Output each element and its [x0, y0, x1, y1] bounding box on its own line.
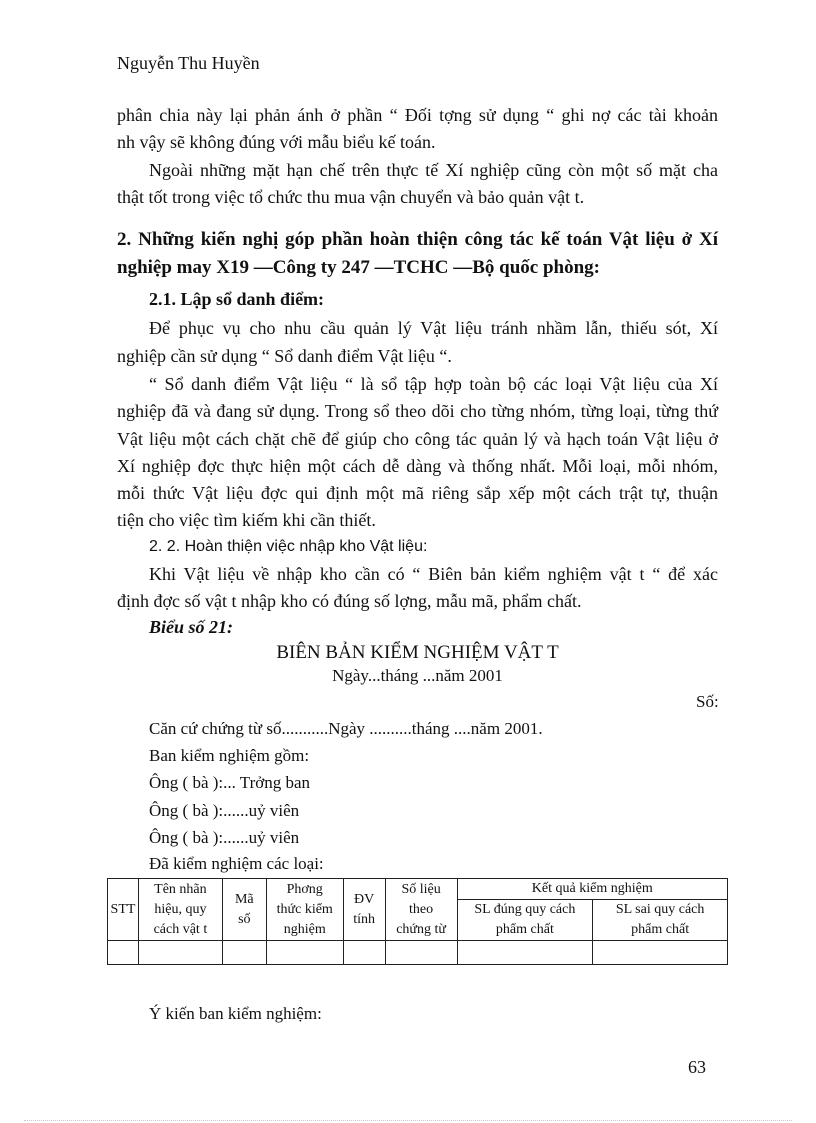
table-cell: [222, 941, 266, 965]
form-member-3: Ông ( bà ):......uỷ viên: [149, 828, 300, 847]
intro-line-4: thật tốt trong việc tổ chức thu mua vận chuyển và bảo quản vật t.: [117, 187, 585, 207]
inspection-table: [107, 878, 728, 965]
form-opinion: Ý kiến ban kiểm nghiệm:: [149, 1004, 322, 1023]
section-2-heading-line-2: nghiệp may X19 —Công ty 247 —TCHC —Bộ quốc phòng:: [117, 257, 600, 278]
sub21-p2-line-3: Vật liệu một cách chặt chẽ để giúp cho công tác quản lý và hạch toán Vật liệu ở: [117, 429, 718, 449]
form-member-2: Ông ( bà ):......uỷ viên: [149, 801, 300, 820]
col-ok: [457, 900, 593, 941]
sub22-line-1: Khi Vật liệu về nhập kho cần có “ Biên bản kiểm nghiệm vật t “ để xác: [149, 564, 718, 584]
form-tested: Đã kiểm nghiệm các loại:: [149, 854, 324, 873]
intro-line-3: Ngoài những mặt hạn chế trên thực tế Xí nghiệp cũng còn một số mặt cha: [149, 160, 718, 180]
table-cell: [385, 941, 457, 965]
col-method-line-3: nghiệm: [283, 921, 326, 937]
col-docs-line-2: theo: [409, 901, 434, 917]
col-code: [222, 879, 266, 941]
section-2-heading-line-1: 2. Những kiến nghị góp phần hoàn thiện công tác kế toán Vật liệu ở Xí: [117, 229, 718, 250]
col-result: Kết quả kiểm nghiệm: [457, 879, 727, 900]
col-ok-line-1: SL đúng quy cách: [474, 902, 576, 917]
sub21-p2-line-1: “ Sổ danh điểm Vật liệu “ là sổ tập hợp toàn bộ các loại Vật liệu của Xí: [149, 374, 718, 394]
sub21-p2-line-2: nghiệp đã và đang sử dụng. Trong sổ theo dõi cho từng nhóm, từng loại, từng thứ: [117, 401, 718, 421]
intro-line-2: nh vậy sẽ không đúng với mẫu biểu kế toán.: [117, 132, 436, 152]
form-basis: Căn cứ chứng từ số...........Ngày ..........tháng ....năm 2001.: [149, 719, 543, 738]
intro-line-1: phân chia này lại phản ánh ở phần “ Đối tợng sử dụng “ ghi nợ các tài khoản: [117, 105, 718, 125]
col-unit-line-1: ĐV: [354, 891, 375, 907]
col-name-line-2: hiệu, quy: [154, 901, 207, 917]
form-date: Ngày...tháng ...năm 2001: [332, 666, 503, 685]
table-header-row-1: [108, 879, 728, 900]
form-member-1: Ông ( bà ):... Trởng ban: [149, 773, 311, 792]
sub21-p1-line-2: nghiệp cần sử dụng “ Sổ danh điểm Vật liệu “.: [117, 346, 452, 366]
page-bottom-divider: [24, 1120, 792, 1121]
subsection-2-2-heading: 2. 2. Hoàn thiện việc nhập kho Vật liệu:: [149, 538, 428, 555]
subsection-2-1-heading: 2.1. Lập sổ danh điểm:: [149, 289, 325, 309]
col-name-line-1: Tên nhãn: [154, 881, 207, 897]
table-row: [108, 941, 728, 965]
col-bad-line-2: phẩm chất: [631, 922, 690, 937]
col-unit: [343, 879, 385, 941]
table-cell: [457, 941, 593, 965]
table-cell: [343, 941, 385, 965]
col-docs-line-3: chứng từ: [396, 921, 446, 937]
table-cell: [108, 941, 139, 965]
sub21-p2-line-6: tiện cho việc tìm kiếm khi cần thiết.: [117, 510, 376, 530]
author-header: Nguyễn Thu Huyền: [117, 53, 260, 73]
form-title: BIÊN BẢN KIỂM NGHIỆM VẬT T: [276, 642, 559, 663]
col-unit-line-2: tính: [353, 911, 376, 927]
form-committee: Ban kiểm nghiệm gồm:: [149, 746, 310, 765]
col-docs-line-1: Số liệu: [401, 881, 441, 897]
page-number: 63: [688, 1057, 706, 1077]
col-stt: STT: [108, 879, 139, 941]
col-bad-line-1: SL sai quy cách: [615, 902, 705, 917]
col-method: [266, 879, 343, 941]
form-label: Biểu số 21:: [149, 617, 234, 637]
col-method-line-1: Phơng: [286, 881, 323, 897]
table-cell: [138, 941, 222, 965]
sub22-line-2: định đợc số vật t nhập kho có đúng số lợng, mẫu mã, phẩm chất.: [117, 591, 582, 611]
col-name: [138, 879, 222, 941]
form-number: Số:: [696, 692, 719, 711]
table-cell: [593, 941, 728, 965]
col-docs: [385, 879, 457, 941]
col-method-line-2: thức kiểm: [276, 901, 333, 917]
sub21-p1-line-1: Để phục vụ cho nhu cầu quản lý Vật liệu tránh nhầm lẫn, thiếu sót, Xí: [149, 318, 718, 338]
col-code-line-1: Mã: [234, 891, 254, 907]
sub21-p2-line-4: Xí nghiệp đợc thực hiện một cách dễ dàng và thống nhất. Mỗi loại, mỗi nhóm,: [117, 456, 718, 476]
sub21-p2-line-5: mỗi thức Vật liệu đợc qui định một mã riêng sắp xếp một cách trật tự, thuận: [117, 483, 718, 503]
col-ok-line-2: phẩm chất: [495, 922, 554, 937]
col-bad: [593, 900, 728, 941]
col-code-line-2: số: [238, 911, 251, 927]
col-name-line-3: cách vật t: [153, 921, 208, 937]
table-cell: [266, 941, 343, 965]
